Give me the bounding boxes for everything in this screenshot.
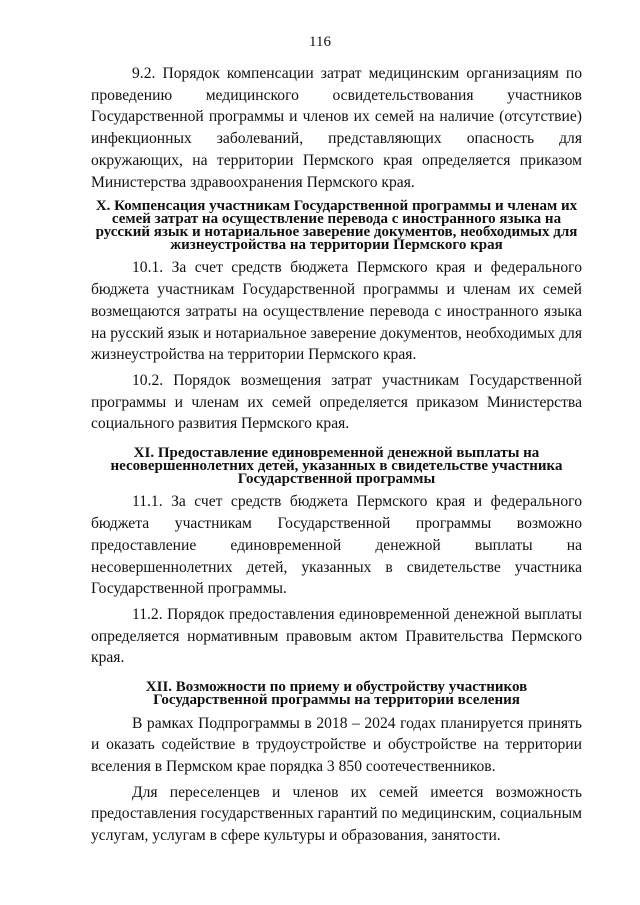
section-heading-xii: XII. Возможности по приему и обустройству участников Государственной программы на территории вселения [145, 679, 528, 708]
paragraph-10-2: 10.2. Порядок возмещения затрат участникам Государственной программы и членам их семей определяется приказом Министерства социального развития Пермского края. [91, 371, 582, 433]
paragraph-10-1: 10.1. За счет средств бюджета Пермского края и федерального бюджета участникам Государственной программы и членам их семей возмещаются затраты на осуществление перевода с иностранного языка на русский язык и нотариальное заверение документов, необходимых для жизнеустройства на территории Пермского края. [91, 259, 582, 364]
section-heading-x: X. Компенсация участникам Государственной программы и членам их семей затрат на осуществление перевода с иностранного языка на русский язык и нотариальное заверение документов, необходимых для жизнеустройства на территории Пермского края [95, 198, 578, 253]
paragraph-11-1: 11.1. За счет средств бюджета Пермского края и федерального бюджета участникам Государственной программы возможно предоставление единовременной денежной выплаты на несовершеннолетних детей, указанных в свидетельстве участника Государственной программы. [91, 493, 582, 598]
document-body [91, 63, 582, 851]
paragraph-11-2: 11.2. Порядок предоставления единовременной денежной выплаты определяется нормативным правовым актом Правительства Пермского края. [91, 605, 582, 667]
page-number: 116 [309, 34, 331, 50]
paragraph-9-2: 9.2. Порядок компенсации затрат медицинским организациям по проведению медицинского освидетельствования участников Государственной программы и членов их семей на наличие (отсутствие) инфекционных заболеваний, представляющих опасность для окружающих, на территории Пермского края определяется приказом Министерства здравоохранения Пермского края. [91, 65, 582, 191]
section-heading-xi: XI. Предоставление единовременной денежной выплаты на несовершеннолетних детей, указанных в свидетельстве участника Государственной программы [110, 445, 563, 487]
paragraph-resettlement-plan: В рамках Подпрограммы в 2018 – 2024 годах планируется принять и оказать содействие в трудоустройстве и обустройстве на территории вселения в Пермском крае порядка 3 850 соотечественников. [91, 714, 582, 776]
paragraph-state-guarantees: Для переселенцев и членов их семей имеется возможность предоставления государственных гарантий по медицинским, социальным услугам, услугам в сфере культуры и образования, занятости. [91, 783, 582, 845]
